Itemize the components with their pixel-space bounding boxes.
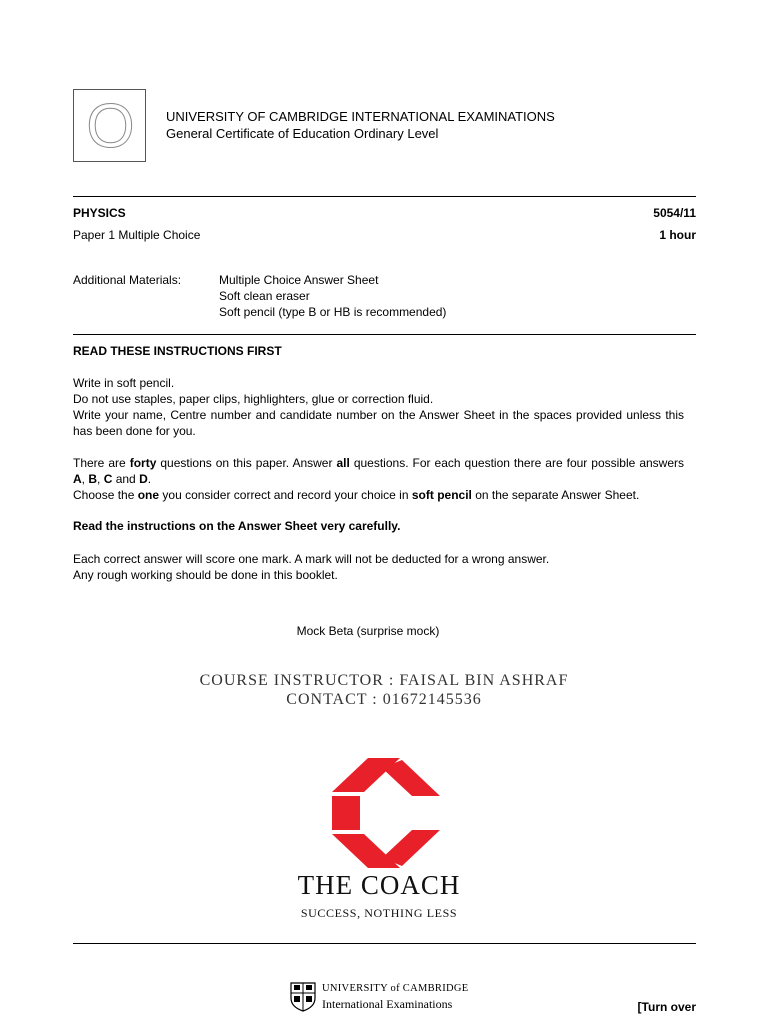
materials-item: Multiple Choice Answer Sheet bbox=[219, 273, 379, 287]
text-run: and bbox=[112, 472, 140, 486]
text-run: you consider correct and record your choice in bbox=[159, 488, 412, 502]
mock-label: Mock Beta (surprise mock) bbox=[296, 624, 440, 638]
contact-line: CONTACT : 01672145536 bbox=[286, 691, 482, 708]
subject-name: PHYSICS bbox=[73, 206, 126, 220]
answer-sheet-note: Read the instructions on the Answer Sheet very carefully. bbox=[73, 519, 401, 533]
instruction-line: Write your name, Centre number and candidate number on the Answer Sheet in the spaces provided unless this has been done for you. bbox=[73, 408, 684, 438]
materials-item: Soft pencil (type B or HB is recommended) bbox=[219, 305, 447, 319]
marking-line: Each correct answer will score one mark. A mark will not be deducted for a wrong answer. bbox=[73, 552, 550, 566]
instructions-block-1 bbox=[73, 375, 684, 439]
cambridge-subtitle: International Examinations bbox=[322, 997, 453, 1011]
materials-label: Additional Materials: bbox=[73, 273, 182, 287]
materials-item: Soft clean eraser bbox=[219, 289, 310, 303]
text-run: forty bbox=[129, 456, 157, 470]
text-run: , bbox=[97, 472, 104, 486]
divider bbox=[73, 196, 696, 197]
brand-name: THE COACH bbox=[297, 870, 461, 900]
text-run: questions. For each question there are four possible answers bbox=[349, 456, 685, 470]
text-run: , bbox=[81, 472, 89, 486]
text-run: . bbox=[147, 472, 152, 486]
marking-line: Any rough working should be done in this booklet. bbox=[73, 568, 338, 582]
text-run: one bbox=[137, 488, 160, 502]
text-run: D bbox=[139, 472, 148, 486]
divider bbox=[73, 943, 696, 944]
text-run: C bbox=[103, 472, 113, 486]
text-run: on the separate Answer Sheet. bbox=[471, 488, 640, 502]
text-run: There are bbox=[73, 456, 130, 470]
marking-notes bbox=[73, 551, 684, 583]
coach-logo-icon bbox=[330, 758, 450, 868]
instructions-block-3 bbox=[73, 487, 684, 503]
institution-title: UNIVERSITY OF CAMBRIDGE INTERNATIONAL EXAMINATIONS bbox=[166, 109, 555, 124]
instruction-line: Do not use staples, paper clips, highlighters, glue or correction fluid. bbox=[73, 392, 434, 406]
level-badge bbox=[73, 89, 146, 162]
text-run: Choose the bbox=[73, 488, 138, 502]
instruction-line: Write in soft pencil. bbox=[73, 376, 175, 390]
text-run: B bbox=[88, 472, 98, 486]
instructions-heading: READ THESE INSTRUCTIONS FIRST bbox=[73, 344, 282, 358]
qualification-title: General Certificate of Education Ordinary Level bbox=[166, 126, 439, 141]
instructions-block-2 bbox=[73, 455, 684, 487]
paper-code: 5054/11 bbox=[653, 206, 696, 220]
cambridge-name: UNIVERSITY of CAMBRIDGE bbox=[322, 983, 469, 994]
cambridge-crest-icon bbox=[290, 982, 316, 1012]
level-letter: O bbox=[86, 92, 135, 161]
divider bbox=[73, 334, 696, 335]
instructor-line: COURSE INSTRUCTOR : FAISAL BIN ASHRAF bbox=[199, 672, 569, 689]
text-run: soft pencil bbox=[411, 488, 472, 502]
paper-duration: 1 hour bbox=[659, 228, 696, 242]
turn-over-label: [Turn over bbox=[637, 1000, 696, 1014]
materials-list bbox=[219, 272, 446, 320]
text-run: all bbox=[336, 456, 350, 470]
paper-name: Paper 1 Multiple Choice bbox=[73, 228, 201, 242]
text-run: questions on this paper. Answer bbox=[156, 456, 337, 470]
text-run: A bbox=[73, 472, 82, 486]
brand-tagline: SUCCESS, NOTHING LESS bbox=[300, 906, 458, 920]
